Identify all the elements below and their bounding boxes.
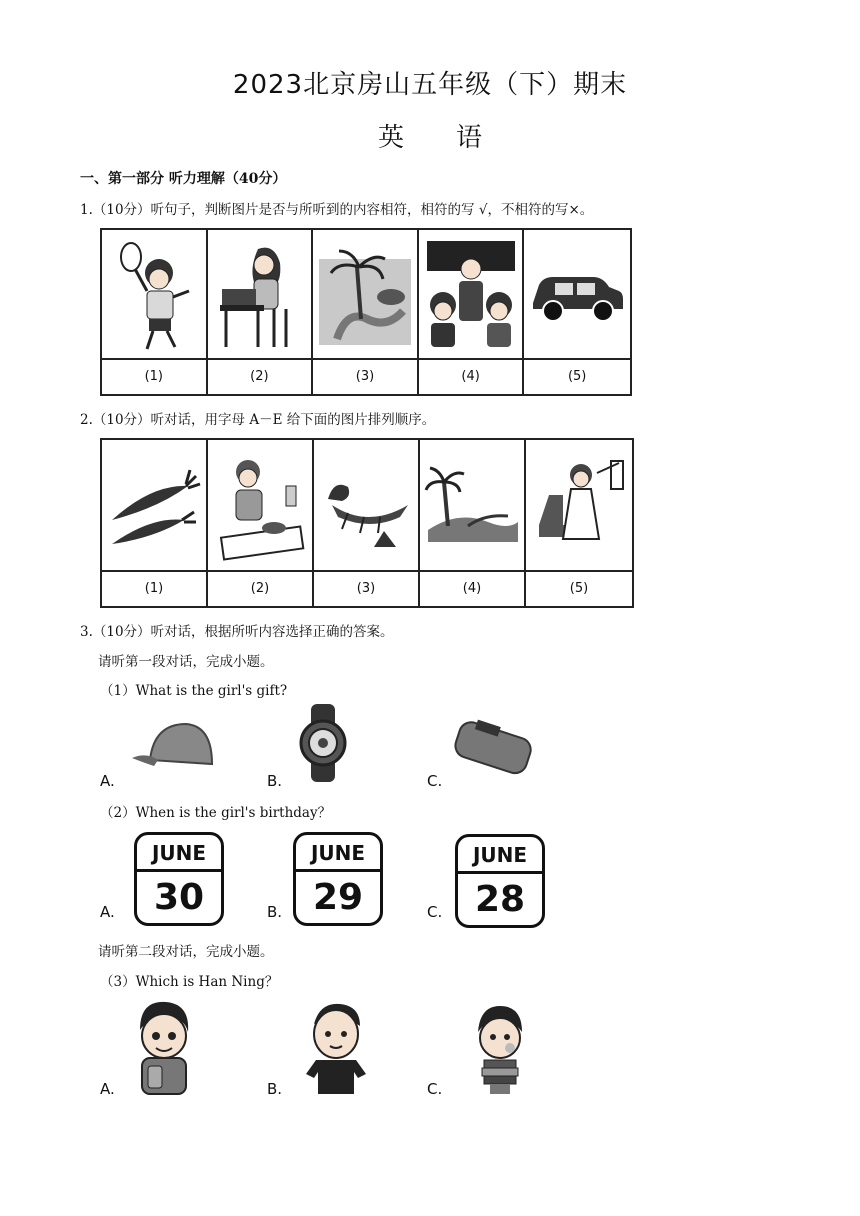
pencil-case-icon <box>452 716 538 788</box>
q3-sub3-option-a-label: A. <box>100 1080 115 1098</box>
q1-caption-4: (4) <box>419 358 523 392</box>
q1-cell-5 <box>524 230 630 394</box>
island-tree-icon <box>313 230 417 358</box>
q2-caption-3: (3) <box>314 570 418 604</box>
question-3-text: 3.（10分）听对话，根据所听内容选择正确的答案。 <box>80 624 394 640</box>
q2-cell-5 <box>526 440 632 606</box>
q2-caption-5: (5) <box>526 570 632 604</box>
question-1-picture-table <box>100 228 632 396</box>
q2-cell-1 <box>102 440 208 606</box>
q2-cell-2 <box>208 440 314 606</box>
calendar-day: 28 <box>474 879 526 920</box>
q3-sub1-option-c-label: C. <box>427 772 443 790</box>
q1-cell-2 <box>208 230 314 394</box>
calendar-month: JUNE <box>296 835 380 872</box>
q3-part1-instruction: 请听第一段对话，完成小题。 <box>98 654 274 670</box>
q3-sub2-question: （2）When is the girl's birthday？ <box>100 805 332 821</box>
dentist-icon <box>526 440 632 570</box>
watch-icon <box>296 704 350 786</box>
q3-sub3-option-b-label: B. <box>267 1080 283 1098</box>
q3-sub1-option-a-label: A. <box>100 772 115 790</box>
q3-sub2-option-a-label: A. <box>100 903 115 921</box>
q3-sub1-question: （1）What is the girl's gift? <box>100 683 288 699</box>
boy-holding-books-icon <box>472 1004 528 1100</box>
q3-sub3-question: （3）Which is Han Ning？ <box>100 974 279 990</box>
boy-black-shirt-icon <box>302 1002 370 1100</box>
q2-caption-4: (4) <box>420 570 524 604</box>
q2-caption-1: (1) <box>102 570 206 604</box>
q1-caption-2: (2) <box>208 358 312 392</box>
beach-palm-icon <box>420 440 524 570</box>
dragon-boat-icon <box>314 440 418 570</box>
q3-sub2-option-c-label: C. <box>427 903 443 921</box>
q3-sub1-option-b-label: B. <box>267 772 283 790</box>
q1-cell-1 <box>102 230 208 394</box>
section-heading: 一、第一部分 听力理解（40分） <box>80 171 287 187</box>
carrots-icon <box>102 440 206 570</box>
q1-caption-5: (5) <box>524 358 630 392</box>
teacher-children-icon <box>419 230 523 358</box>
calendar-day: 30 <box>153 877 205 918</box>
question-2-picture-table <box>100 438 634 608</box>
q1-caption-1: (1) <box>102 358 206 392</box>
q2-cell-3 <box>314 440 420 606</box>
woman-sewing-icon <box>208 230 312 358</box>
calendar-option-b <box>293 832 383 926</box>
subject-title: 英 语 <box>377 123 482 153</box>
calendar-month: JUNE <box>458 837 542 874</box>
page-title: 2023北京房山五年级（下）期末 <box>232 70 628 100</box>
question-2-text: 2.（10分）听对话，用字母 A－E 给下面的图片排列顺序。 <box>80 412 436 428</box>
q1-cell-3 <box>313 230 419 394</box>
boy-badminton-icon <box>102 230 206 358</box>
calendar-month: JUNE <box>137 835 221 872</box>
cap-icon <box>130 716 216 786</box>
q2-cell-4 <box>420 440 526 606</box>
q3-sub2-option-b-label: B. <box>267 903 283 921</box>
car-icon <box>524 230 630 358</box>
boy-with-backpack-icon <box>134 1000 194 1100</box>
q3-sub3-option-c-label: C. <box>427 1080 443 1098</box>
calendar-day: 29 <box>312 877 364 918</box>
girl-cooking-icon <box>208 440 312 570</box>
q3-part2-instruction: 请听第二段对话，完成小题。 <box>98 944 274 960</box>
q2-caption-2: (2) <box>208 570 312 604</box>
question-1-text: 1.（10分）听句子，判断图片是否与所听到的内容相符，相符的写 √，不相符的写×。 <box>80 202 594 218</box>
q1-caption-3: (3) <box>313 358 417 392</box>
calendar-option-a <box>134 832 224 926</box>
q1-cell-4 <box>419 230 525 394</box>
calendar-option-c <box>455 834 545 928</box>
